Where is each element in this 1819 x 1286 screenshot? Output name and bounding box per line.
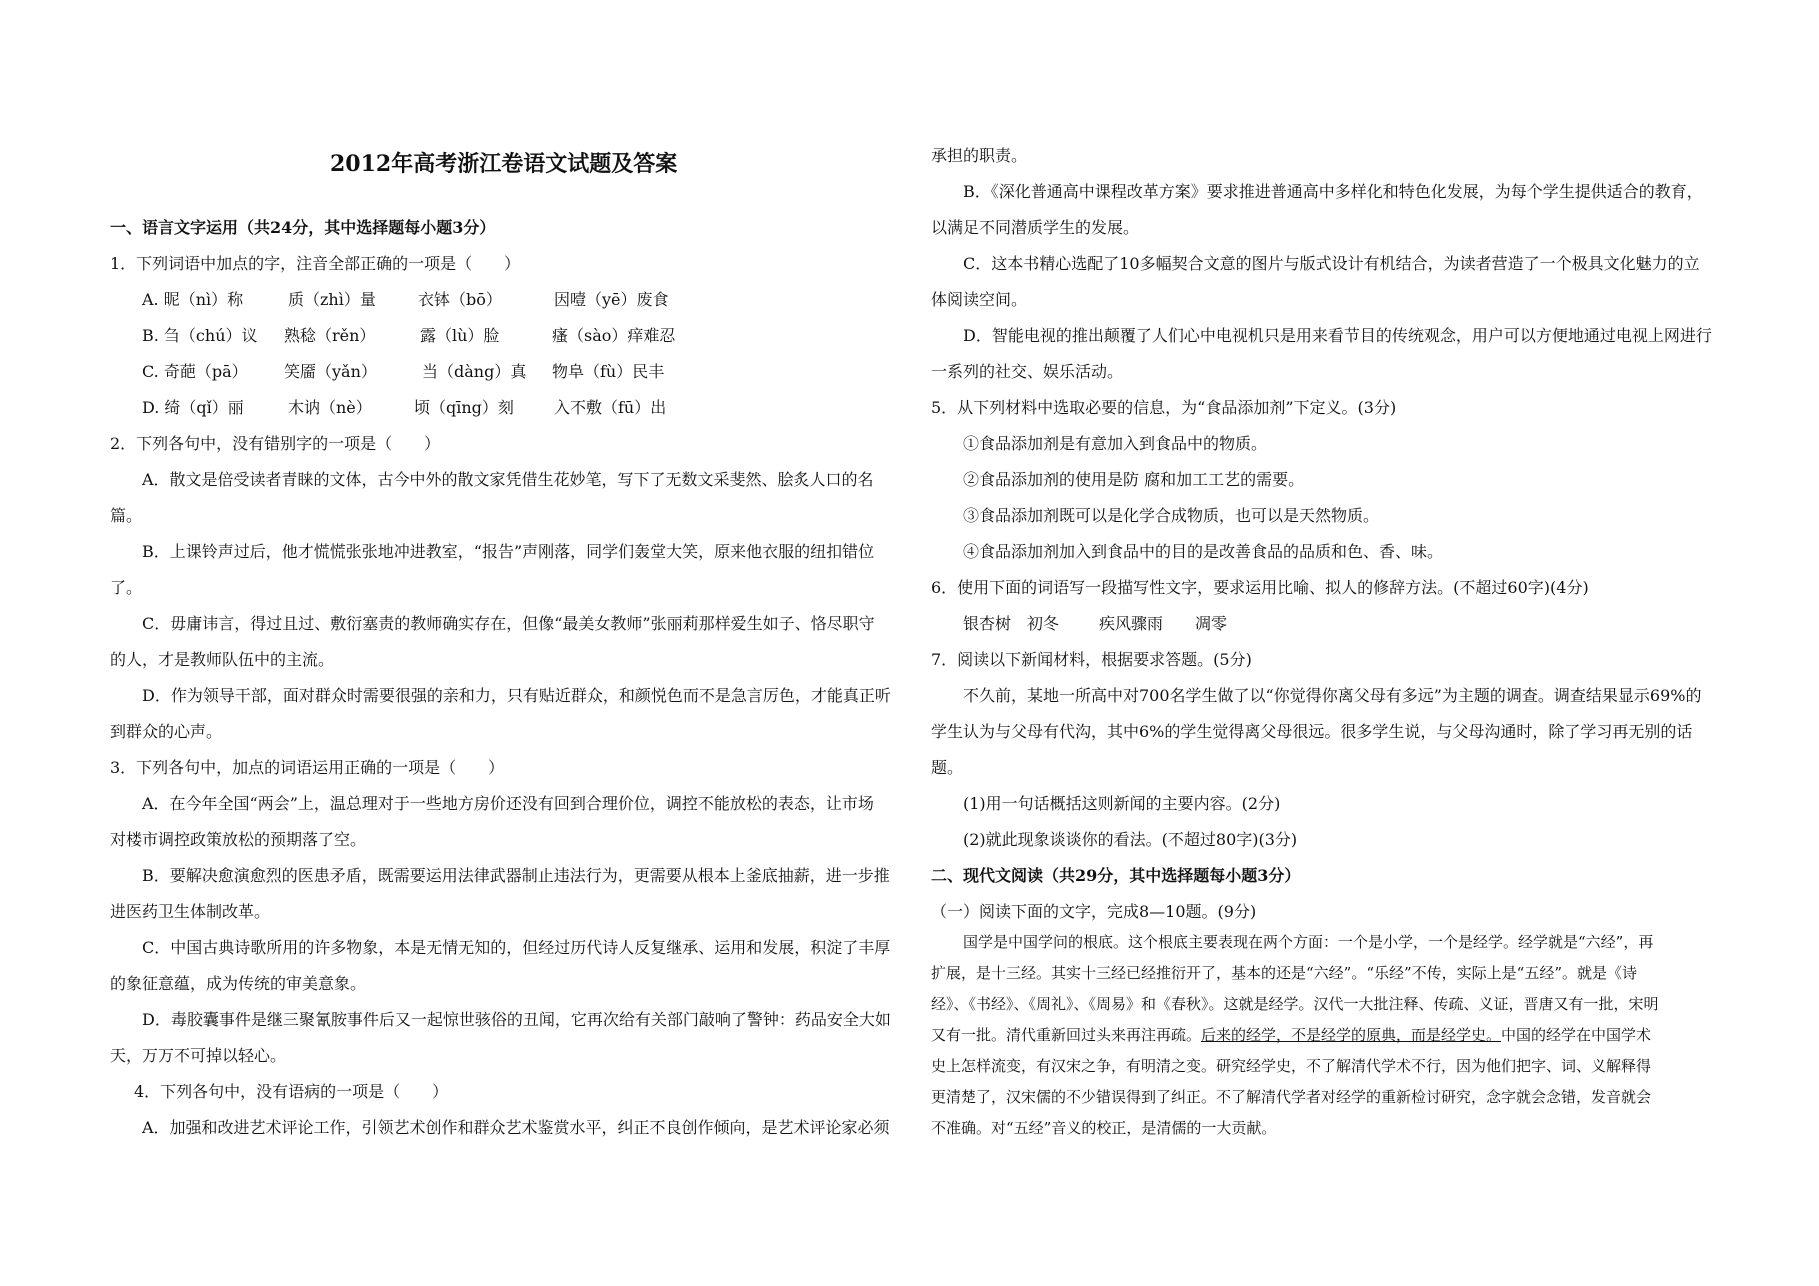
q1-a-4: 因噎（yē）废食	[554, 290, 669, 309]
q2-c-line1: C．毋庸讳言，得过且过、敷衍塞责的教师确实存在，但像“最美女教师”张丽莉那样爱生如子、恪尽职守	[142, 614, 875, 633]
page-title: 2012年高考浙江卷语文试题及答案	[330, 151, 678, 177]
q7-stem: 7．阅读以下新闻材料，根据要求答题。(5分)	[931, 650, 1252, 669]
q7-subquestion-1: (1)用一句话概括这则新闻的主要内容。(2分)	[963, 794, 1281, 813]
q1-d-1: D. 绮（qǐ）丽	[142, 398, 244, 417]
passage-line-6: 更清楚了，汉宋儒的不少错误得到了纠正。不了解清代学者对经学的重新检讨研究，念字就会念错，发音就会	[931, 1088, 1652, 1106]
passage-line-3: 经》、《书经》、《周礼》、《周易》和《春秋》。这就是经学。汉代一大批注释、传疏、义证，晋唐又有一批，宋明	[931, 995, 1659, 1013]
q6-stem: 6．使用下面的词语写一段描写性文字，要求运用比喻、拟人的修辞方法。(不超过60字)(4分)	[931, 578, 1589, 597]
q2-a-line1: A．散文是倍受读者青睐的文体，古今中外的散文家凭借生花妙笔，写下了无数文采斐然、脍炙人口的名	[142, 470, 874, 489]
q3-b-line1: B．要解决愈演愈烈的医患矛盾，既需要运用法律武器制止违法行为，更需要从根本上釜底抽薪，进一步推	[142, 866, 890, 885]
q5-item-4: ④食品添加剂加入到食品中的目的是改善食品的品质和色、香、味。	[963, 542, 1444, 561]
q2-d-line1: D．作为领导干部，面对群众时需要很强的亲和力，只有贴近群众，和颜悦色而不是急言厉色，才能真正听	[142, 686, 891, 705]
q3-d-line2: 天，万万不可掉以轻心。	[110, 1046, 287, 1065]
q3-stem: 3．下列各句中，加点的词语运用正确的一项是（ ）	[110, 758, 505, 777]
section-1-heading: 一、语言文字运用（共24分，其中选择题每小题3分）	[110, 218, 496, 237]
q1-b-4: 瘙（sào）痒难忍	[552, 326, 676, 345]
q1-d-3: 顷（qīng）刻	[414, 398, 514, 417]
q5-stem: 5．从下列材料中选取必要的信息，为“食品添加剂”下定义。(3分)	[931, 398, 1397, 417]
q1-b-3: 露（lù）脸	[420, 326, 500, 345]
q4-b-line1: B．《深化普通高中课程改革方案》要求推进普通高中多样化和特色化发展，为每个学生提供适合的教育，	[963, 182, 1703, 201]
q7-news-line1: 不久前，某地一所高中对700名学生做了以“你觉得你离父母有多远”为主题的调查。调查结果显示69%的	[963, 686, 1702, 705]
q1-c-3: 当（dàng）真	[422, 362, 527, 381]
q1-c-1: C. 奇葩（pā）	[142, 362, 248, 381]
q2-a-line2: 篇。	[110, 506, 143, 525]
q2-b-line2: 了。	[110, 578, 143, 597]
passage-line-4-end: 中国的经学在中国学术	[1501, 1026, 1652, 1044]
q3-a-line2: 对楼市调控政策放松的预期落了空。	[110, 830, 367, 849]
passage-line-1: 国学是中国学问的根底。这个根底主要表现在两个方面：一个是小学，一个是经学。经学就是“六经”，再	[963, 933, 1654, 951]
q4-b-line2: 以满足不同潜质学生的发展。	[931, 218, 1140, 237]
passage-line-4-start: 又有一批。清代重新回过头来再注再疏。	[931, 1026, 1202, 1044]
q5-item-2: ②食品添加剂的使用是防 腐和加工工艺的需要。	[963, 470, 1305, 489]
q3-d-line1: D．毒胶囊事件是继三聚氰胺事件后又一起惊世骇俗的丑闻，它再次给有关部门敲响了警钟：药品安全大如	[142, 1010, 891, 1029]
q1-c-2: 笑靥（yǎn）	[284, 362, 377, 381]
q1-stem: 1．下列词语中加点的字，注音全部正确的一项是（ ）	[110, 254, 521, 273]
passage-line-5: 史上怎样流变，有汉宋之争，有明清之变。研究经学史，不了解清代学术不行，因为他们把字、词、义解释得	[931, 1057, 1652, 1075]
section-2-sub-heading: （一）阅读下面的文字，完成8—10题。(9分)	[931, 902, 1257, 921]
q4-stem: 4．下列各句中，没有语病的一项是（ ）	[134, 1082, 449, 1101]
q4-d-line1: D．智能电视的推出颠覆了人们心中电视机只是用来看节目的传统观念，用户可以方便地通过电视上网进行	[963, 326, 1712, 345]
q1-d-2: 木讷（nè）	[288, 398, 372, 417]
q2-d-line2: 到群众的心声。	[110, 722, 223, 741]
q1-a-1: A. 昵（nì）称	[142, 290, 244, 309]
q3-c-line2: 的象征意蕴，成为传统的审美意象。	[110, 974, 367, 993]
q1-b-1: B. 刍（chú）议	[142, 326, 258, 345]
q2-c-line2: 的人，才是教师队伍中的主流。	[110, 650, 335, 669]
q7-news-line2: 学生认为与父母有代沟，其中6%的学生觉得离父母很远。很多学生说，与父母沟通时，除了学习再无别的话	[931, 722, 1693, 741]
q1-c-4: 物阜（fù）民丰	[552, 362, 665, 381]
q1-a-2: 质（zhì）量	[288, 290, 376, 309]
q6-word-2: 初冬	[1027, 614, 1060, 633]
q7-news-line3: 题。	[931, 758, 964, 777]
passage-line-2: 扩展，是十三经。其实十三经已经推衍开了，基本的还是“六经”。“乐经”不传，实际上是“五经”。就是《诗	[931, 964, 1638, 982]
q3-a-line1: A．在今年全国“两会”上，温总理对于一些地方房价还没有回到合理价位，调控不能放松的表态，让市场	[142, 794, 874, 813]
section-2-heading: 二、现代文阅读（共29分，其中选择题每小题3分）	[931, 866, 1301, 885]
q1-a-3: 衣钵（bō）	[418, 290, 502, 309]
q4-c-line2: 体阅读空间。	[931, 290, 1028, 309]
q2-stem: 2．下列各句中，没有错别字的一项是（ ）	[110, 434, 441, 453]
q6-word-1: 银杏树	[963, 614, 1012, 633]
q1-b-2: 熟稔（rěn）	[284, 326, 376, 345]
underlined-sentence: 后来的经学，不是经学的原典，而是经学史。	[1201, 1026, 1502, 1044]
q7-subquestion-2: (2)就此现象谈谈你的看法。(不超过80字)(3分)	[963, 830, 1298, 849]
q6-word-3: 疾风骤雨	[1099, 614, 1164, 633]
q4-d-line2: 一系列的社交、娱乐活动。	[931, 362, 1124, 381]
passage-line-7: 不准确。对“五经”音义的校正，是清儒的一大贡献。	[931, 1119, 1277, 1137]
q4-a-line2: 承担的职责。	[931, 146, 1028, 165]
q5-item-3: ③食品添加剂既可以是化学合成物质，也可以是天然物质。	[963, 506, 1380, 525]
q4-c-line1: C．这本书精心选配了10多幅契合文意的图片与版式设计有机结合，为读者营造了一个极具文化魅力的立	[963, 254, 1700, 273]
q4-a-line1: A．加强和改进艺术评论工作，引领艺术创作和群众艺术鉴赏水平，纠正不良创作倾向，是艺术评论家必须	[142, 1118, 890, 1137]
q3-b-line2: 进医药卫生体制改革。	[110, 902, 271, 921]
q2-b-line1: B．上课铃声过后，他才慌慌张张地冲进教室，“报告”声刚落，同学们轰堂大笑，原来他衣服的纽扣错位	[142, 542, 875, 561]
passage-line-4	[931, 1025, 1651, 1045]
q3-c-line1: C．中国古典诗歌所用的许多物象，本是无情无知的，但经过历代诗人反复继承、运用和发展，积淀了丰厚	[142, 938, 891, 957]
q6-word-4: 凋零	[1195, 614, 1228, 633]
q5-item-1: ①食品添加剂是有意加入到食品中的物质。	[963, 434, 1268, 453]
q1-d-4: 入不敷（fū）出	[554, 398, 667, 417]
